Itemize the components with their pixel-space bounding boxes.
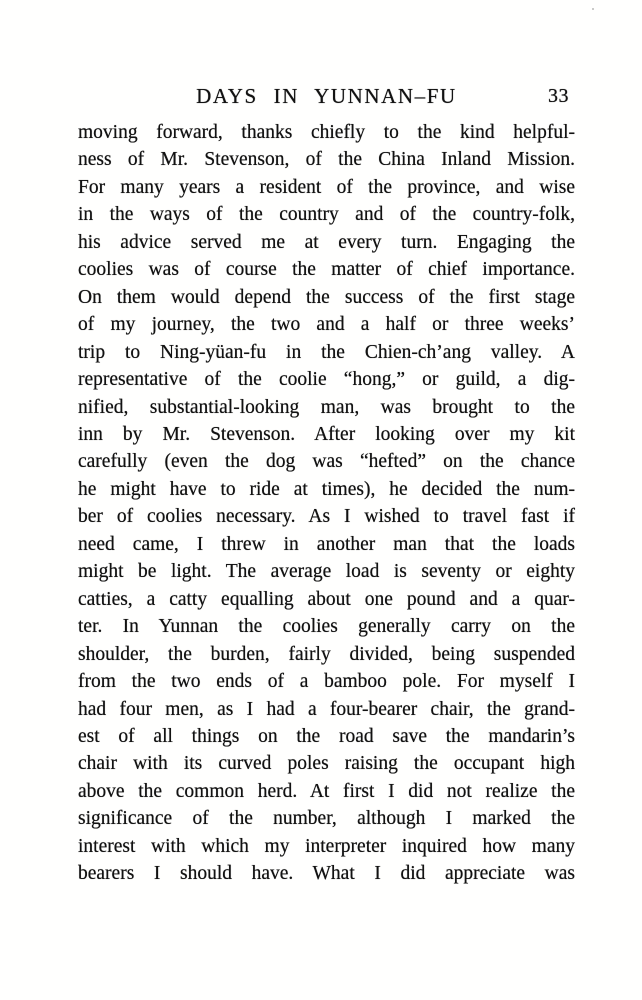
text-line: he might have to ride at times), he decided the num- [78, 478, 575, 500]
text-line: above the common herd. At first I did not realize the [78, 780, 575, 802]
text-line: ter. In Yunnan the coolies generally carry on the [78, 616, 575, 638]
text-line: inn by Mr. Stevenson. After looking over my kit [78, 423, 575, 445]
text-line: trip to Ning-yüan-fu in the Chien-ch’ang valley. A [78, 341, 575, 363]
text-line: significance of the number, although I marked the [78, 808, 575, 830]
text-line: his advice served me at every turn. Engaging the [78, 231, 575, 253]
text-line: need came, I threw in another man that the loads [78, 533, 575, 555]
text-line: chair with its curved poles raising the occupant high [78, 753, 575, 775]
scan-speck [592, 8, 594, 10]
text-line: ness of Mr. Stevenson, of the China Inland Mission. [78, 149, 575, 171]
text-line: representative of the coolie “hong,” or guild, a dig- [78, 369, 575, 391]
text-line: For many years a resident of the province, and wise [78, 176, 575, 198]
text-line: est of all things on the road save the mandarin’s [78, 725, 575, 747]
text-line: ber of coolies necessary. As I wished to travel fast if [78, 506, 575, 528]
page-number: 33 [548, 85, 569, 107]
text-line: might be light. The average load is seventy or eighty [78, 561, 575, 583]
page-title: DAYS IN YUNNAN–FU [196, 84, 457, 108]
text-line: shoulder, the burden, fairly divided, being suspended [78, 643, 575, 665]
text-line: On them would depend the success of the first stage [78, 286, 575, 308]
text-line: interest with which my interpreter inquired how many [78, 835, 575, 857]
text-line: in the ways of the country and of the country-folk, [78, 204, 575, 226]
text-line: moving forward, thanks chiefly to the kind helpful- [78, 122, 575, 143]
text-line: catties, a catty equalling about one pound and a quar- [78, 588, 575, 610]
text-line: had four men, as I had a four-bearer chair, the grand- [78, 698, 575, 720]
text-line: carefully (even the dog was “hefted” on the chance [78, 451, 575, 473]
text-line: bearers I should have. What I did appreciate was [78, 863, 575, 885]
text-line: coolies was of course the matter of chief importance. [78, 259, 575, 281]
body-text [78, 119, 575, 888]
running-head [78, 84, 575, 110]
text-line: from the two ends of a bamboo pole. For myself I [78, 671, 575, 693]
text-line: of my journey, the two and a half or three weeks’ [78, 314, 575, 336]
text-line: nified, substantial-looking man, was brought to the [78, 396, 575, 418]
